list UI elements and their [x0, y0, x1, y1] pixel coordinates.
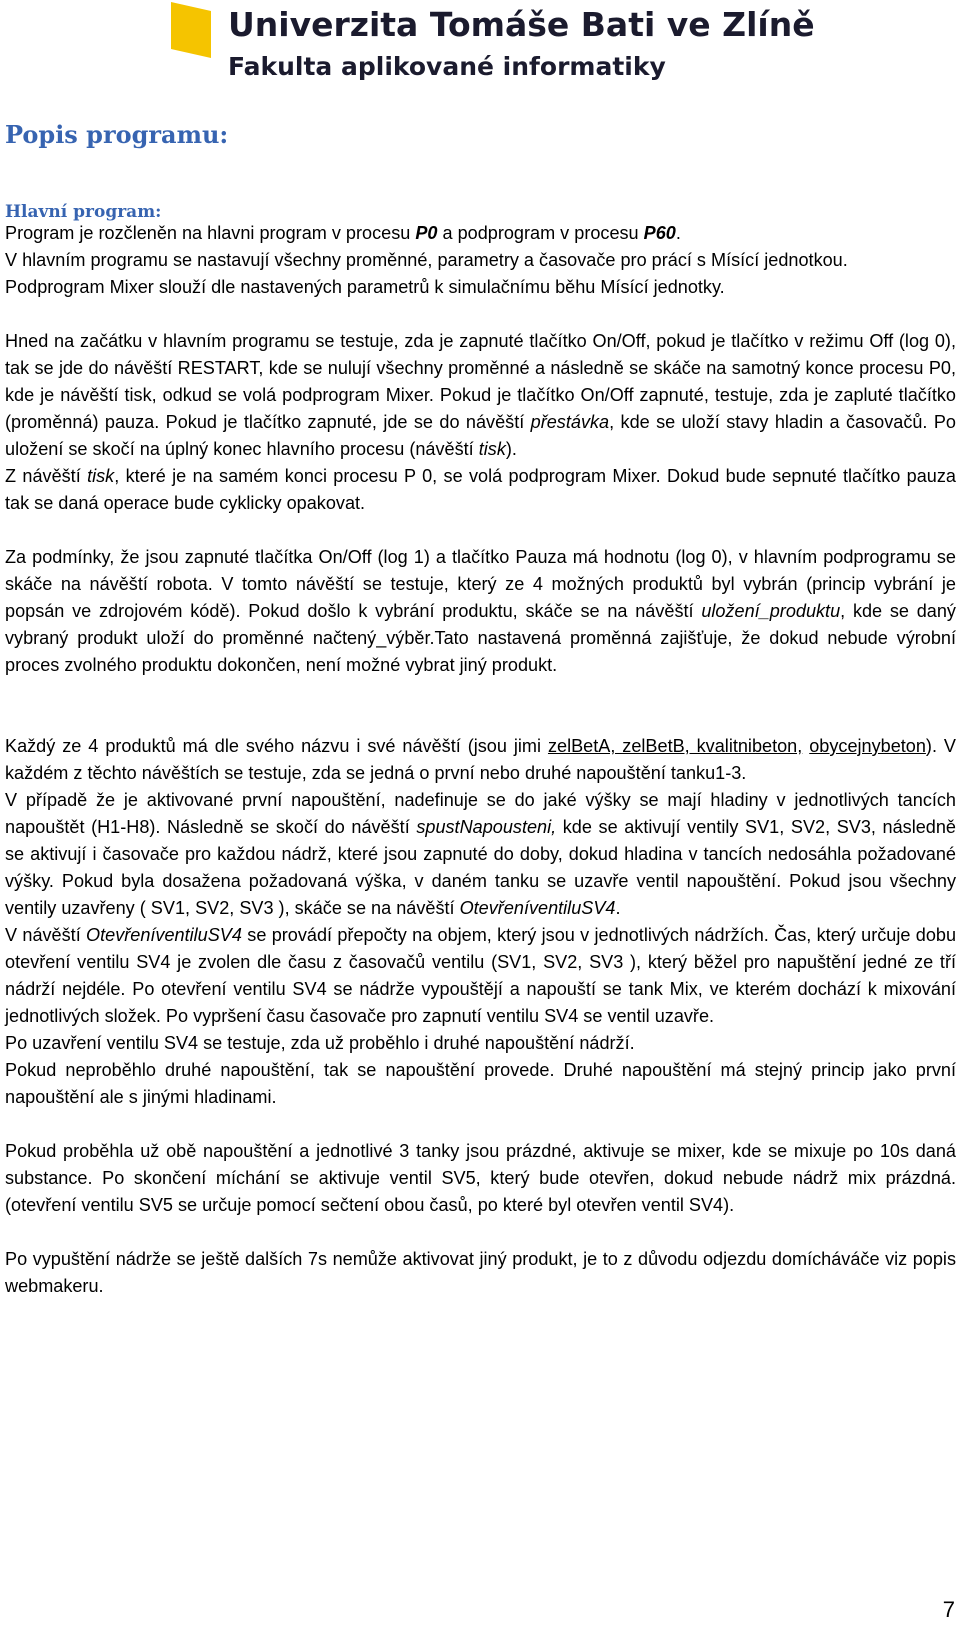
text-run: ).: [505, 439, 517, 459]
text-run: tisk: [87, 466, 115, 486]
text-run: se provádí přepočty na objem, který jsou v jednotlivých nádržích. Čas, který určuje dobu otevření ventilu SV4 je zvolen dle času z časovačů ventilu (SV1, SV2, SV3 ), který běžel pro napuštění jedné ze tří nádrží nejdéle. Po otevření ventilu SV4 se nádrže vypouštějí a napouští se tank Mix, ve kterém dochází k mixování jednotlivých složek. Po vypršení času časovače pro zapnutí ventilu SV4 se ventil uzavře.: [5, 925, 957, 1026]
text-run: .: [615, 898, 621, 918]
text-run: kde se aktivují ventily SV1, SV2, SV3, následně se aktivují i časovače pro každou nádrž, které jsou zapnuté do doby, dokud hladina v tancích nedosáhla požadované výšky. Pokud byla dosažena požadovaná výška, v daném tanku se uzavře ventil napouštění. Pokud jsou všechny ventily uzavřeny ( SV1, SV2, SV3 ), skáče se na návěští: [5, 817, 956, 918]
text-run: V případě že je aktivované první napouštění, nadefinuje se do jaké výšky se mají hladiny v jednotlivých tancích napouštět (H1-H8). Následně se skočí do návěští: [5, 790, 956, 837]
text-run: , kde se daný vybraný produkt uloží do proměnné načtený_výběr.Tato nastavená proměnná zajišťuje, že dokud nebude výrobní proces zvolného produktu dokončen, není možné vybrat jiný produkt.: [5, 601, 956, 675]
paragraph: [5, 787, 956, 922]
paragraph: Po vypuštění nádrže se ještě dalších 7s nemůže aktivovat jiný produkt, je to z důvodu odjezdu domícháváče viz popis webmakeru.: [5, 1249, 956, 1296]
text-run: P0: [415, 223, 438, 243]
university-name: Univerzita Tomáše Bati ve Zlíně: [228, 5, 815, 44]
paragraph: [5, 463, 956, 517]
paragraph: [5, 328, 956, 463]
text-run: a podprogram v procesu: [437, 223, 644, 243]
text-run: tisk: [478, 439, 506, 459]
text-run: obycejnybeton: [809, 736, 926, 756]
paragraph: [5, 733, 956, 787]
text-run: , kde se uloží stavy hladin a časovačů. Po uložení se skočí na úplný konec hlavního procesu (návěští: [5, 412, 956, 459]
paragraph: Pokud neproběhlo druhé napouštění, tak se napouštění provede. Druhé napouštění má stejný princip jako první napouštění ale s jinými hladinami.: [5, 1060, 956, 1107]
text-run: , které je na samém konci procesu P 0, se volá podprogram Mixer. Dokud bude sepnuté tlačítko pauza tak se daná operace bude cyklicky opakovat.: [5, 466, 956, 513]
text-run: OtevřeníventiluSV4: [86, 925, 242, 945]
page-number: 7: [942, 1597, 955, 1622]
paragraph: [5, 922, 956, 1030]
text-run: Za podmínky, že jsou zapnuté tlačítka On/Off (log 1) a tlačítko Pauza má hodnotu (log 0), v hlavním podprogramu se skáče na návěští robota. V tomto návěští se testuje, který ze 4 možných produktů byl vybrán (princip vybrání je popsán ve zdrojovém kódě). Pokud došlo k vybrání produktu, skáče se na návěští: [5, 547, 956, 621]
paragraph: V hlavním programu se nastavují všechny proměnné, parametry a časovače pro prácí s Mísící jednotkou.: [5, 250, 848, 270]
document-body: [5, 220, 956, 1300]
text-run: Každý ze 4 produktů má dle svého názvu i své návěští (jsou jimi: [5, 736, 548, 756]
text-run: .: [675, 223, 681, 243]
text-run: Z návěští: [5, 466, 88, 486]
text-run: P60: [643, 223, 676, 243]
text-run: Program je rozčleněn na hlavni program v procesu: [5, 223, 416, 243]
university-logo-icon: [171, 2, 211, 58]
text-run: V návěští: [5, 925, 87, 945]
paragraph: [5, 544, 956, 679]
paragraph: [5, 220, 956, 247]
paragraph: Podprogram Mixer slouží dle nastavených parametrů k simulačnímu běhu Mísící jednotky.: [5, 277, 725, 297]
page-title: Popis programu:: [5, 120, 229, 149]
text-run: zelBetA, zelBetB, kvalitnibeton,: [547, 736, 803, 756]
paragraph: Po uzavření ventilu SV4 se testuje, zda už proběhlo i druhé napouštění nádrží.: [5, 1033, 635, 1053]
text-run: uložení_produktu: [701, 601, 841, 621]
section-title: Hlavní program:: [5, 202, 162, 222]
text-run: přestávka: [530, 412, 610, 432]
paragraph: Pokud proběhla už obě napouštění a jednotlivé 3 tanky jsou prázdné, aktivuje se mixer, kde se mixuje po 10s daná substance. Po skončení míchání se aktivuje ventil SV5, který bude otevřen, dokud nebude nádrž mix prázdná. (otevření ventilu SV5 se určuje pomocí sečtení obou časů, po které byl otevřen ventil SV4).: [5, 1141, 956, 1215]
text-run: ). V každém z těchto návěštích se testuje, zda se jedná o první nebo druhé napouštění tanku1-3.: [5, 736, 956, 783]
text-run: OtevřeníventiluSV4: [459, 898, 616, 918]
faculty-name: Fakulta aplikované informatiky: [228, 52, 666, 81]
text-run: spustNapousteni,: [416, 817, 557, 837]
text-run: Hned na začátku v hlavním programu se testuje, zda je zapnuté tlačítko On/Off, pokud je tlačítko v režimu Off (log 0), tak se jde do návěští RESTART, kde se nulují všechny proměnné a následně se skáče na samotný konce procesu P0, kde je návěští tisk, odkud se volá podprogram Mixer. Pokud je tlačítko On/Off zapnuté, testuje, zda je zapluté tlačítko (proměnná) pauza. Pokud je tlačítko zapnuté, jde se do návěští: [5, 331, 956, 432]
